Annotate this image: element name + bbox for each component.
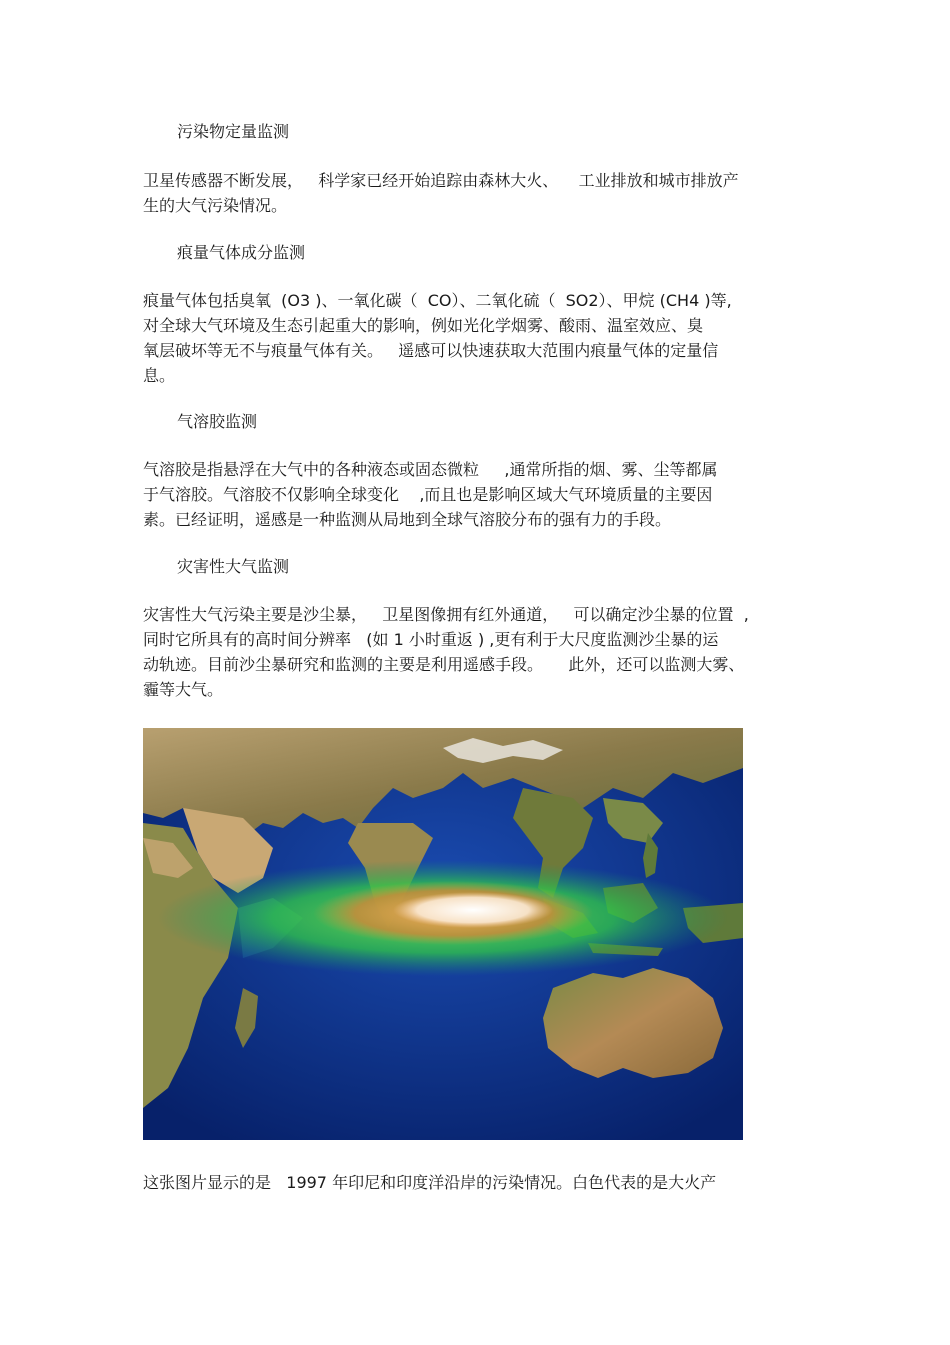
satellite-map-graphic (143, 728, 743, 1140)
paragraph-line: 同时它所具有的高时间分辨率 (如 1 小时重返 ) ,更有利于大尺度监测沙尘暴的运 (143, 630, 719, 649)
paragraph-line: 于气溶胶。气溶胶不仅影响全球变化 ,而且也是影响区域大气环境质量的主要因 (143, 485, 713, 504)
australia-landmass (543, 968, 723, 1078)
paragraph-line: 灾害性大气污染主要是沙尘暴， 卫星图像拥有红外通道， 可以确定沙尘暴的位置 , (143, 605, 749, 624)
paragraph-line: 痕量气体包括臭氧 (O3 )、一氧化碳（ CO）、二氧化硫（ SO2）、甲烷 (CH4 )等, (143, 291, 732, 310)
pollution-plume-core (393, 892, 553, 928)
paragraph-line: 气溶胶是指悬浮在大气中的各种液态或固态微粒 ,通常所指的烟、雾、尘等都属 (143, 460, 718, 479)
paragraph-line: 生的大气污染情况。 (143, 196, 288, 215)
section-paragraph (143, 602, 813, 702)
paragraph-line: 对全球大气环境及生态引起重大的影响，例如光化学烟雾、酸雨、温室效应、臭 (143, 316, 704, 335)
section-heading: 痕量气体成分监测 (177, 243, 306, 262)
section-paragraph (143, 288, 813, 388)
section-paragraph (143, 168, 813, 218)
paragraph-line: 息。 (143, 366, 176, 385)
figure-caption: 这张图片显示的是 1997 年印尼和印度洋沿岸的污染情况。白色代表的是大火产 (143, 1173, 717, 1192)
section-heading: 气溶胶监测 (177, 412, 258, 431)
section-heading: 污染物定量监测 (177, 122, 290, 141)
paragraph-line: 霾等大气。 (143, 680, 224, 699)
paragraph-line: 素。已经证明，遥感是一种监测从局地到全球气溶胶分布的强有力的手段。 (143, 510, 672, 529)
paragraph-line: 氧层破坏等无不与痕量气体有关。 遥感可以快速获取大范围内痕量气体的定量信 (143, 341, 719, 360)
section-heading: 灾害性大气监测 (177, 557, 290, 576)
paragraph-line: 动轨迹。目前沙尘暴研究和监测的主要是利用遥感手段。 此外，还可以监测大雾、 (143, 655, 745, 674)
paragraph-line: 卫星传感器不断发展， 科学家已经开始追踪由森林大火、 工业排放和城市排放产 (143, 171, 739, 190)
satellite-pollution-image (143, 728, 743, 1140)
section-paragraph (143, 457, 813, 532)
